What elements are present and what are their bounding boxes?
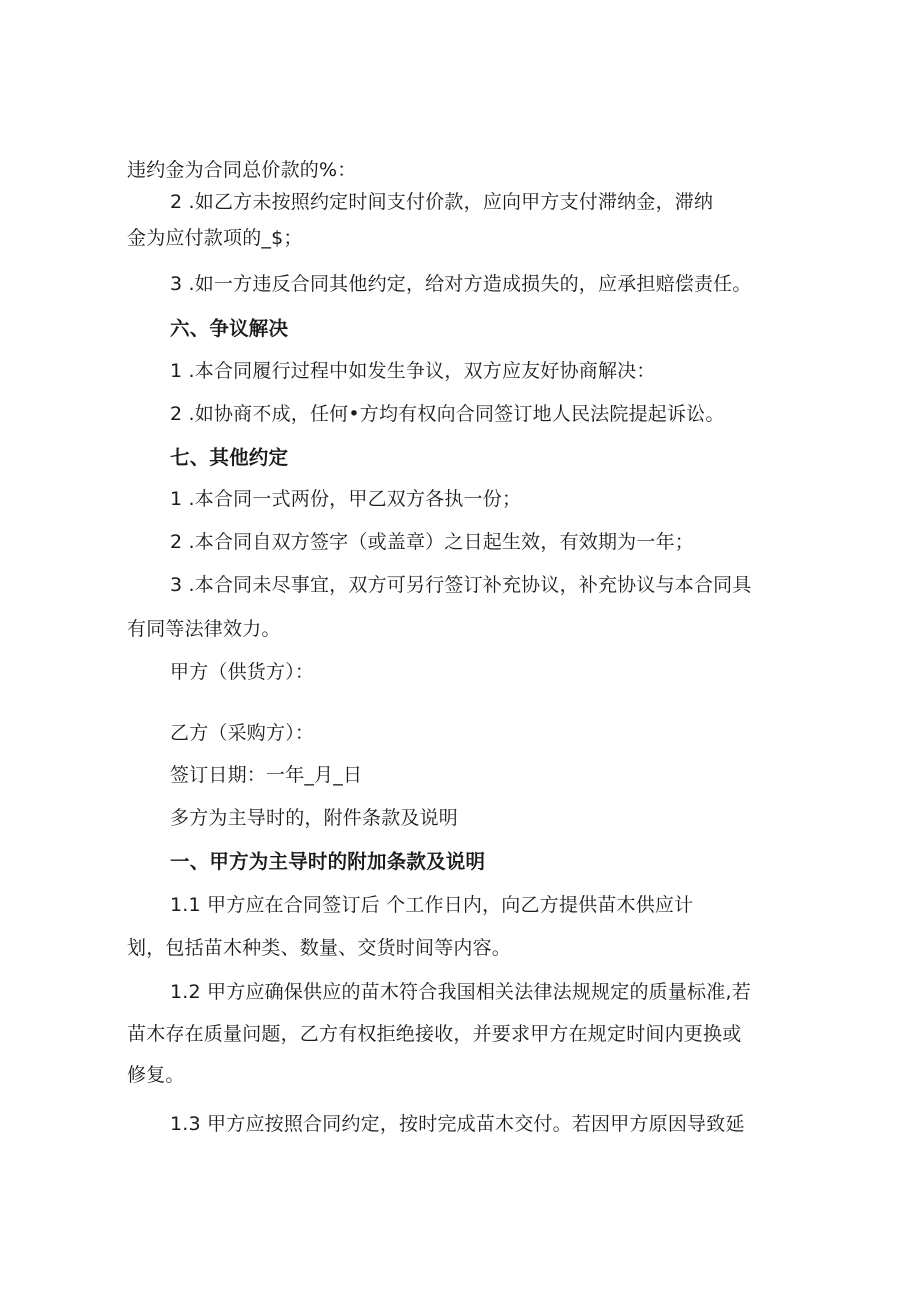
clause-5-3: 3 .如一方违反合同其他约定，给对方造成损失的，应承担赔偿责任。 <box>170 273 752 295</box>
clause-1-2: 1.2 甲方应确保供应的苗木符合我国相关法律法规规定的质量标准,若 <box>170 981 751 1003</box>
text-line: 有同等法律效力。 <box>127 618 281 640</box>
text-line: 违约金为合同总价款的%： <box>127 159 357 181</box>
section-heading-6: 六、争议解决 <box>170 317 289 340</box>
clause-1-3: 1.3 甲方应按照合同约定，按时完成苗木交付。若因甲方原因导致延 <box>170 1113 745 1135</box>
appendix-section-heading-1: 一、甲方为主导时的附加条款及说明 <box>170 850 486 873</box>
text-line: 金为应付款项的_$； <box>127 227 303 249</box>
clause-1-1: 1.1 甲方应在合同签订后 个工作日内，向乙方提供苗木供应计 <box>170 894 694 916</box>
appendix-title: 多方为主导时的，附件条款及说明 <box>170 807 459 829</box>
clause-7-3: 3 .本合同未尽事宜，双方可另行签订补充协议，补充协议与本合同具 <box>170 574 752 596</box>
text-line: 修复。 <box>127 1064 185 1086</box>
clause-5-2: 2 .如乙方未按照约定时间支付价款，应向甲方支付滞纳金，滞纳 <box>170 191 714 213</box>
clause-7-1: 1 .本合同一式两份，甲乙双方各执一份； <box>170 488 522 510</box>
signing-date-line: 签订日期：一年_月_日 <box>170 764 363 786</box>
section-heading-7: 七、其他约定 <box>170 446 289 469</box>
text-line: 苗木存在质量问题，乙方有权拒绝接收，并要求甲方在规定时间内更换或 <box>127 1023 742 1045</box>
party-b-signature-line: 乙方（采购方）： <box>170 722 315 744</box>
text-line: 划，包括苗木种类、数量、交货时间等内容。 <box>127 937 512 959</box>
clause-6-2: 2 .如协商不成，任何•方均有权向合同签订地人民法院提起诉讼。 <box>170 403 725 425</box>
clause-6-1: 1 .本合同履行过程中如发生争议，双方应友好协商解决： <box>170 360 656 382</box>
party-a-signature-line: 甲方（供货方）： <box>170 661 315 683</box>
clause-7-2: 2 .本合同自双方签字（或盖章）之日起生效，有效期为一年； <box>170 531 694 553</box>
